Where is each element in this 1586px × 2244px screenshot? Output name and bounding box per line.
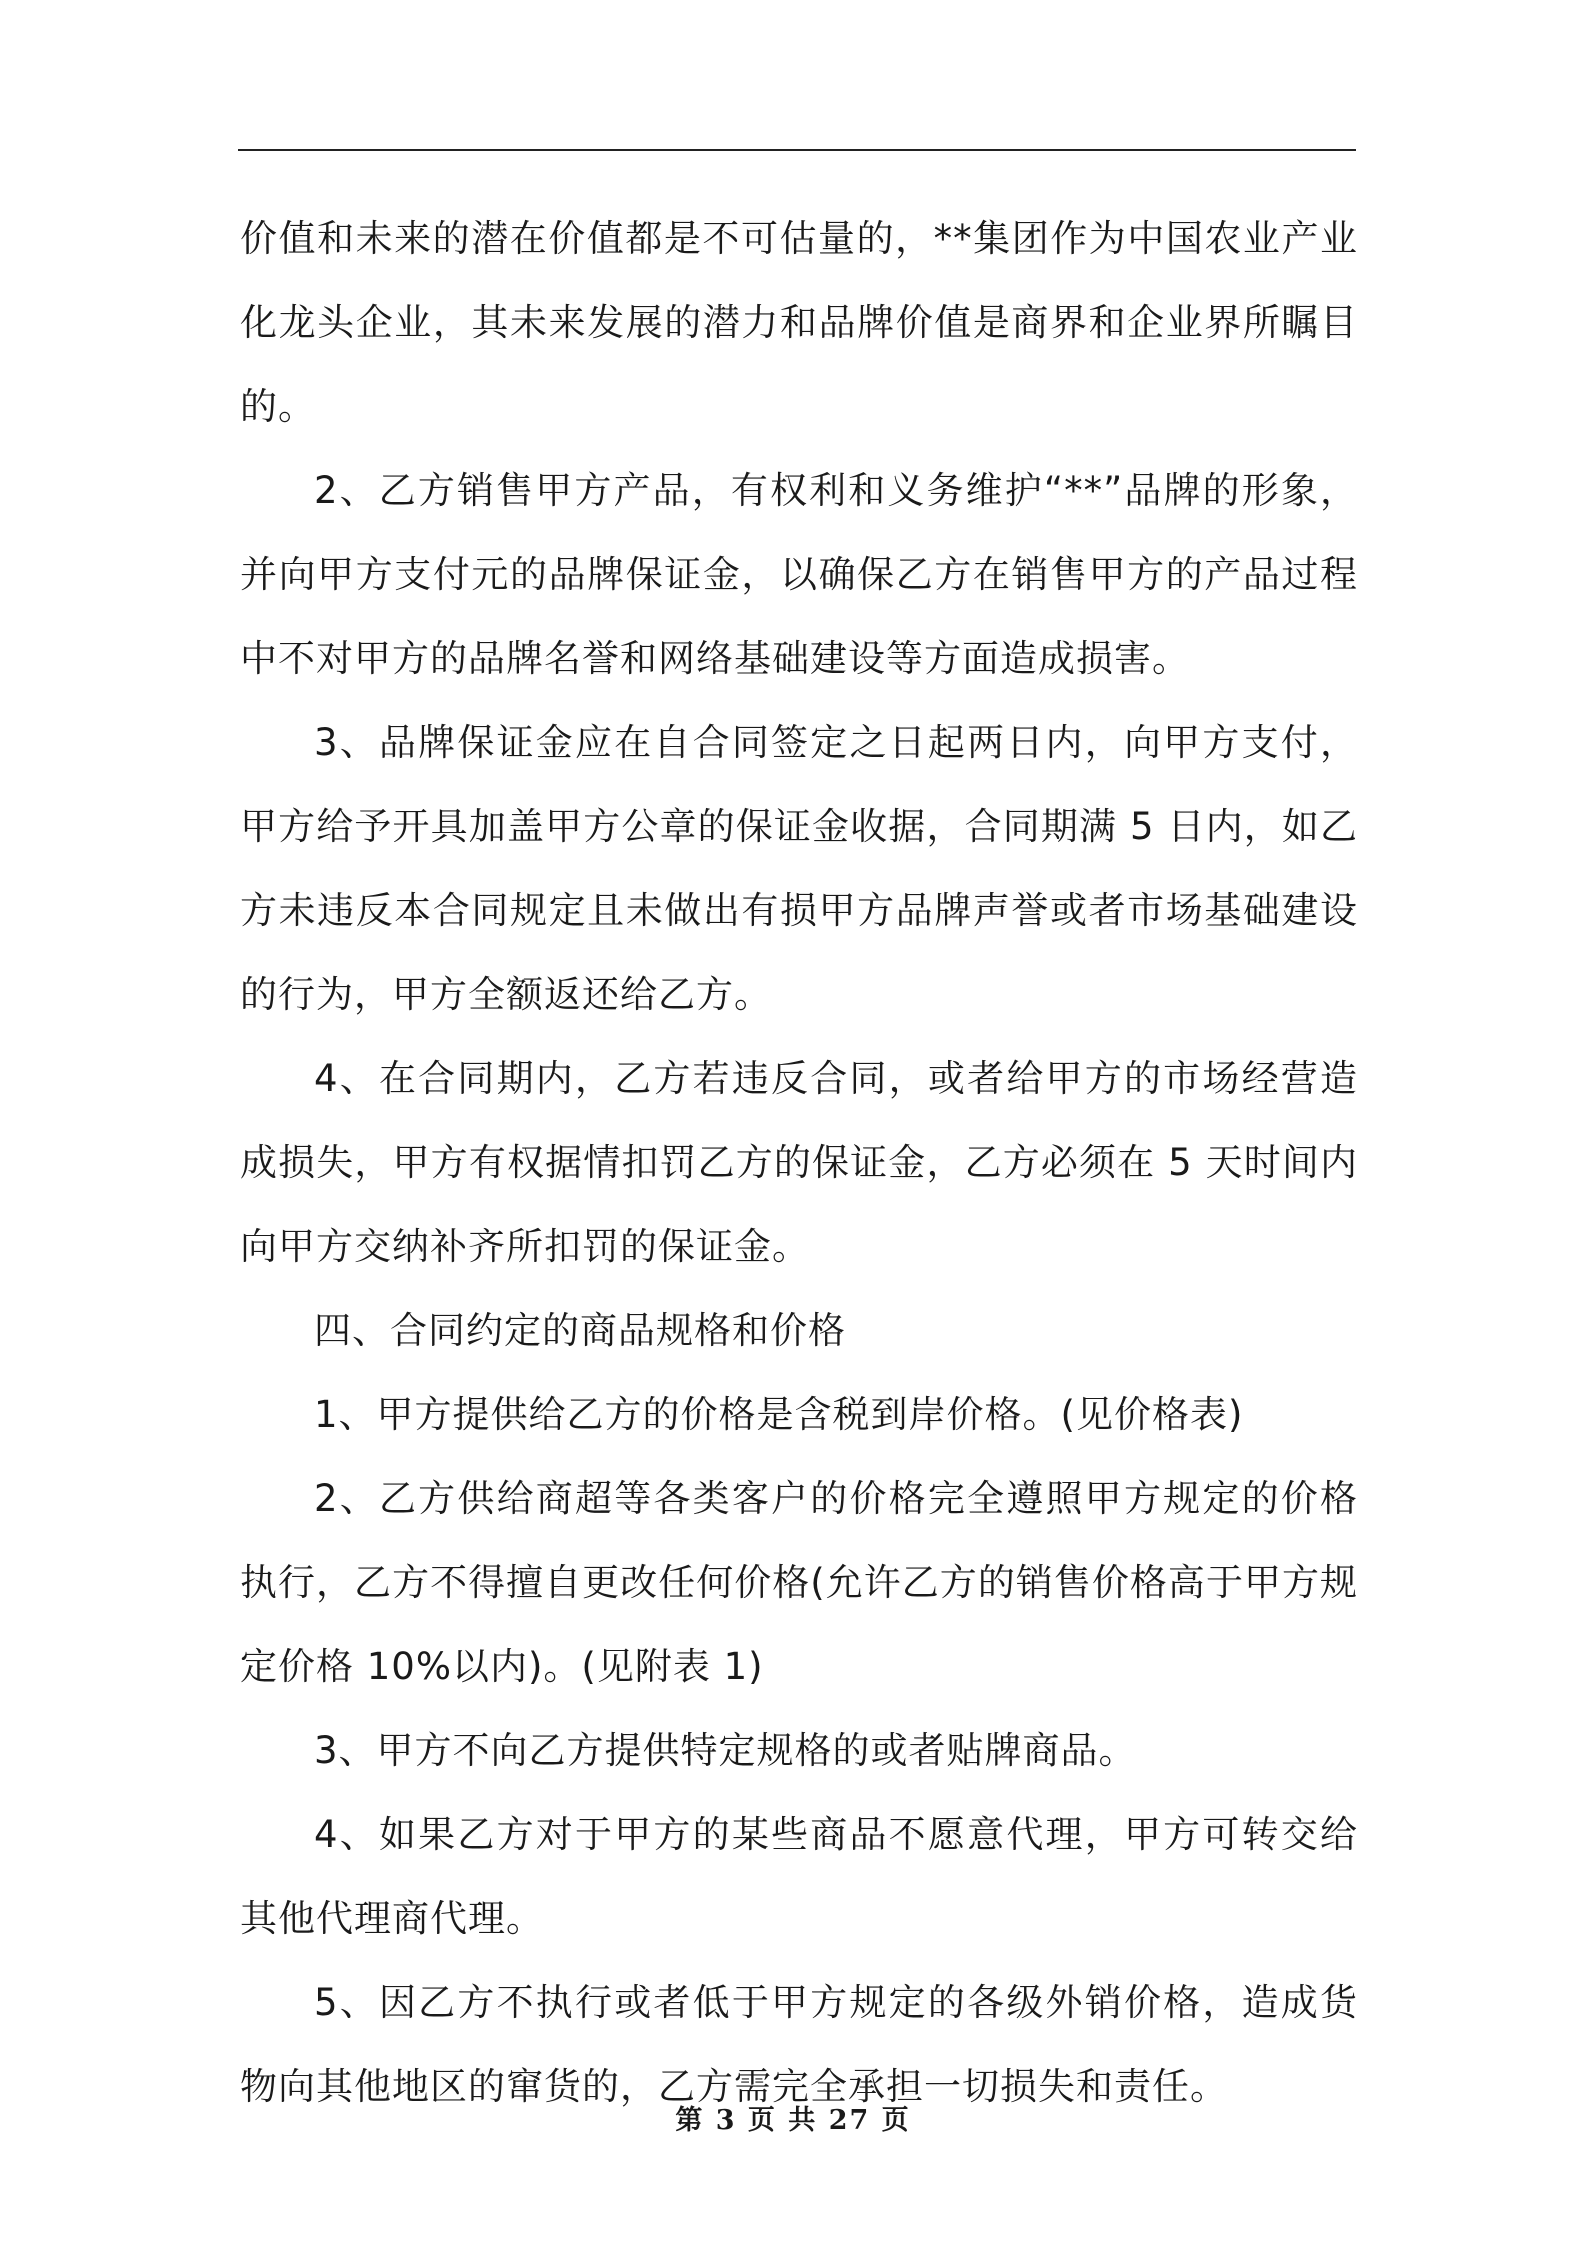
paragraph-transfer-agency: 4、如果乙方对于甲方的某些商品不愿意代理，甲方可转交给其他代理商代理。	[240, 1813, 1358, 1940]
paragraph-no-oem: 3、甲方不向乙方提供特定规格的或者贴牌商品。	[314, 1729, 1137, 1772]
paragraph-price-compliance: 2、乙方供给商超等各类客户的价格完全遵照甲方规定的价格执行，乙方不得擅自更改任何价格(允许乙方的销售价格高于甲方规定价格 10%以内)。(见附表 1)	[240, 1477, 1358, 1688]
paragraph-brand-image: 2、乙方销售甲方产品，有权利和义务维护“**”品牌的形象，并向甲方支付元的品牌保证金，以确保乙方在销售甲方的产品过程中不对甲方的品牌名誉和网络基础建设等方面造成损害。	[240, 469, 1358, 680]
header-rule	[238, 149, 1356, 151]
paragraph-price-basis: 1、甲方提供给乙方的价格是含税到岸价格。(见价格表)	[314, 1393, 1244, 1436]
paragraph-cross-region-liability: 5、因乙方不执行或者低于甲方规定的各级外销价格，造成货物向其他地区的窜货的，乙方需完全承担一切损失和责任。	[240, 1981, 1358, 2108]
paragraph-deposit-penalty: 4、在合同期内，乙方若违反合同，或者给甲方的市场经营造成损失，甲方有权据情扣罚乙方的保证金，乙方必须在 5 天时间内向甲方交纳补齐所扣罚的保证金。	[240, 1057, 1358, 1268]
paragraph-continuation: 价值和未来的潜在价值都是不可估量的，**集团作为中国农业产业化龙头企业，其未来发展的潜力和品牌价值是商界和企业界所瞩目的。	[240, 217, 1358, 428]
page-number-footer: 第 3 页 共 27 页	[675, 2105, 911, 2136]
document-body	[240, 197, 1358, 2129]
section-heading-specs-prices: 四、合同约定的商品规格和价格	[314, 1309, 846, 1352]
paragraph-deposit-payment: 3、品牌保证金应在自合同签定之日起两日内，向甲方支付，甲方给予开具加盖甲方公章的保证金收据，合同期满 5 日内，如乙方未违反本合同规定且未做出有损甲方品牌声誉或者市场基础建设的行为，甲方全额返还给乙方。	[240, 721, 1358, 1016]
